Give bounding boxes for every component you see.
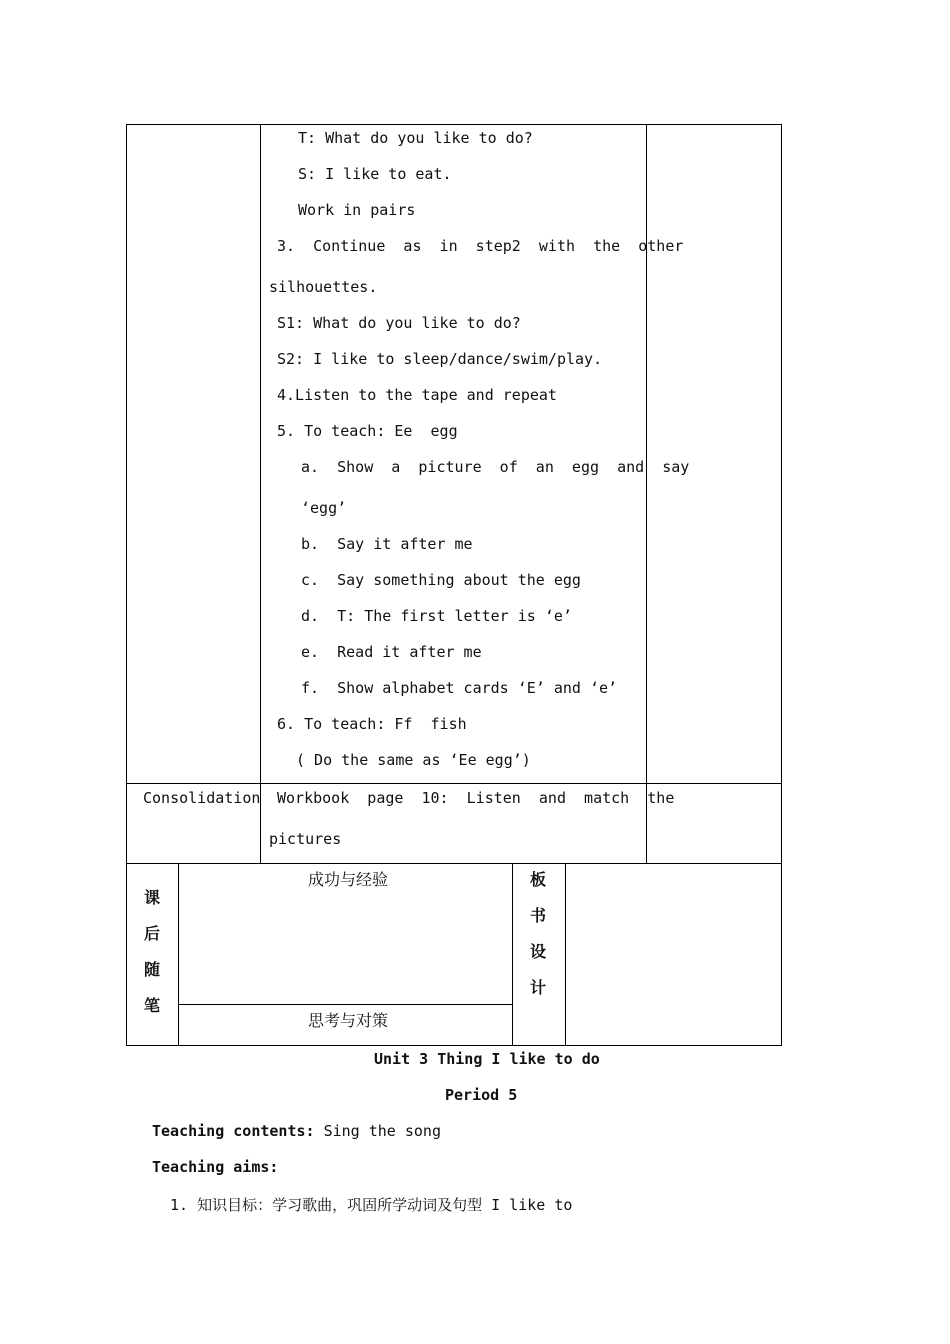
step-line: T: What do you like to do? bbox=[298, 129, 533, 147]
teaching-contents bbox=[152, 1122, 441, 1140]
teaching-contents-value: Sing the song bbox=[323, 1122, 441, 1140]
reflection-border-left bbox=[126, 863, 127, 1046]
thinking-label: 思考与对策 bbox=[308, 1011, 389, 1030]
reflection-col-divider-3 bbox=[565, 863, 566, 1046]
reflection-border-bottom bbox=[126, 1045, 782, 1046]
reflection-col-divider-1 bbox=[178, 863, 179, 1046]
board-label-char: 计 bbox=[530, 978, 547, 997]
board-label-char: 设 bbox=[530, 942, 547, 961]
board-label-char: 书 bbox=[530, 906, 547, 925]
step-line: S: I like to eat. bbox=[298, 165, 452, 183]
table-row-divider bbox=[126, 783, 782, 784]
step-line: silhouettes. bbox=[269, 278, 378, 296]
unit-title: Unit 3 Thing I like to do bbox=[374, 1050, 600, 1068]
step-line: ‘egg’ bbox=[301, 499, 347, 517]
period-title: Period 5 bbox=[445, 1086, 518, 1104]
side-label-char: 笔 bbox=[144, 996, 161, 1015]
board-label-char: 板 bbox=[530, 870, 547, 889]
reflection-border-top bbox=[126, 863, 782, 864]
table-col-divider-2 bbox=[646, 124, 647, 864]
consolidation-label: Consolidation bbox=[143, 789, 261, 807]
aim-item: 1. 知识目标：学习歌曲，巩固所学动词及句型 I like to bbox=[170, 1196, 573, 1214]
step-line: S1: What do you like to do? bbox=[277, 314, 521, 332]
step-line: c. Say something about the egg bbox=[301, 571, 581, 589]
consolidation-line: pictures bbox=[269, 830, 342, 848]
table-col-divider-1 bbox=[260, 124, 261, 864]
step-line: Work in pairs bbox=[298, 201, 416, 219]
side-label-char: 后 bbox=[144, 924, 161, 943]
step-line: 5. To teach: Ee egg bbox=[277, 422, 458, 440]
step-line: d. T: The first letter is ‘e’ bbox=[301, 607, 572, 625]
table-border-right bbox=[781, 124, 782, 864]
teaching-contents-label: Teaching contents: bbox=[152, 1122, 315, 1140]
teaching-aims-label: Teaching aims: bbox=[152, 1158, 279, 1176]
consolidation-line: Workbook page 10: Listen and match the bbox=[277, 789, 675, 807]
table-border-left bbox=[126, 124, 127, 864]
side-label-char: 随 bbox=[144, 960, 161, 979]
table-border-top bbox=[126, 124, 782, 125]
step-line: a. Show a picture of an egg and say bbox=[301, 458, 690, 476]
reflection-inner-divider bbox=[178, 1004, 513, 1005]
step-line: 3. Continue as in step2 with the other bbox=[277, 237, 684, 255]
step-line: 6. To teach: Ff fish bbox=[277, 715, 467, 733]
reflection-border-right bbox=[781, 863, 782, 1046]
step-line: f. Show alphabet cards ‘E’ and ‘e’ bbox=[301, 679, 618, 697]
step-line: S2: I like to sleep/dance/swim/play. bbox=[277, 350, 603, 368]
step-line: b. Say it after me bbox=[301, 535, 473, 553]
success-label: 成功与经验 bbox=[308, 870, 389, 889]
step-line: ( Do the same as ‘Ee egg’) bbox=[296, 751, 531, 769]
step-line: 4.Listen to the tape and repeat bbox=[277, 386, 557, 404]
step-line: e. Read it after me bbox=[301, 643, 482, 661]
side-label-char: 课 bbox=[144, 888, 161, 907]
reflection-col-divider-2 bbox=[512, 863, 513, 1046]
